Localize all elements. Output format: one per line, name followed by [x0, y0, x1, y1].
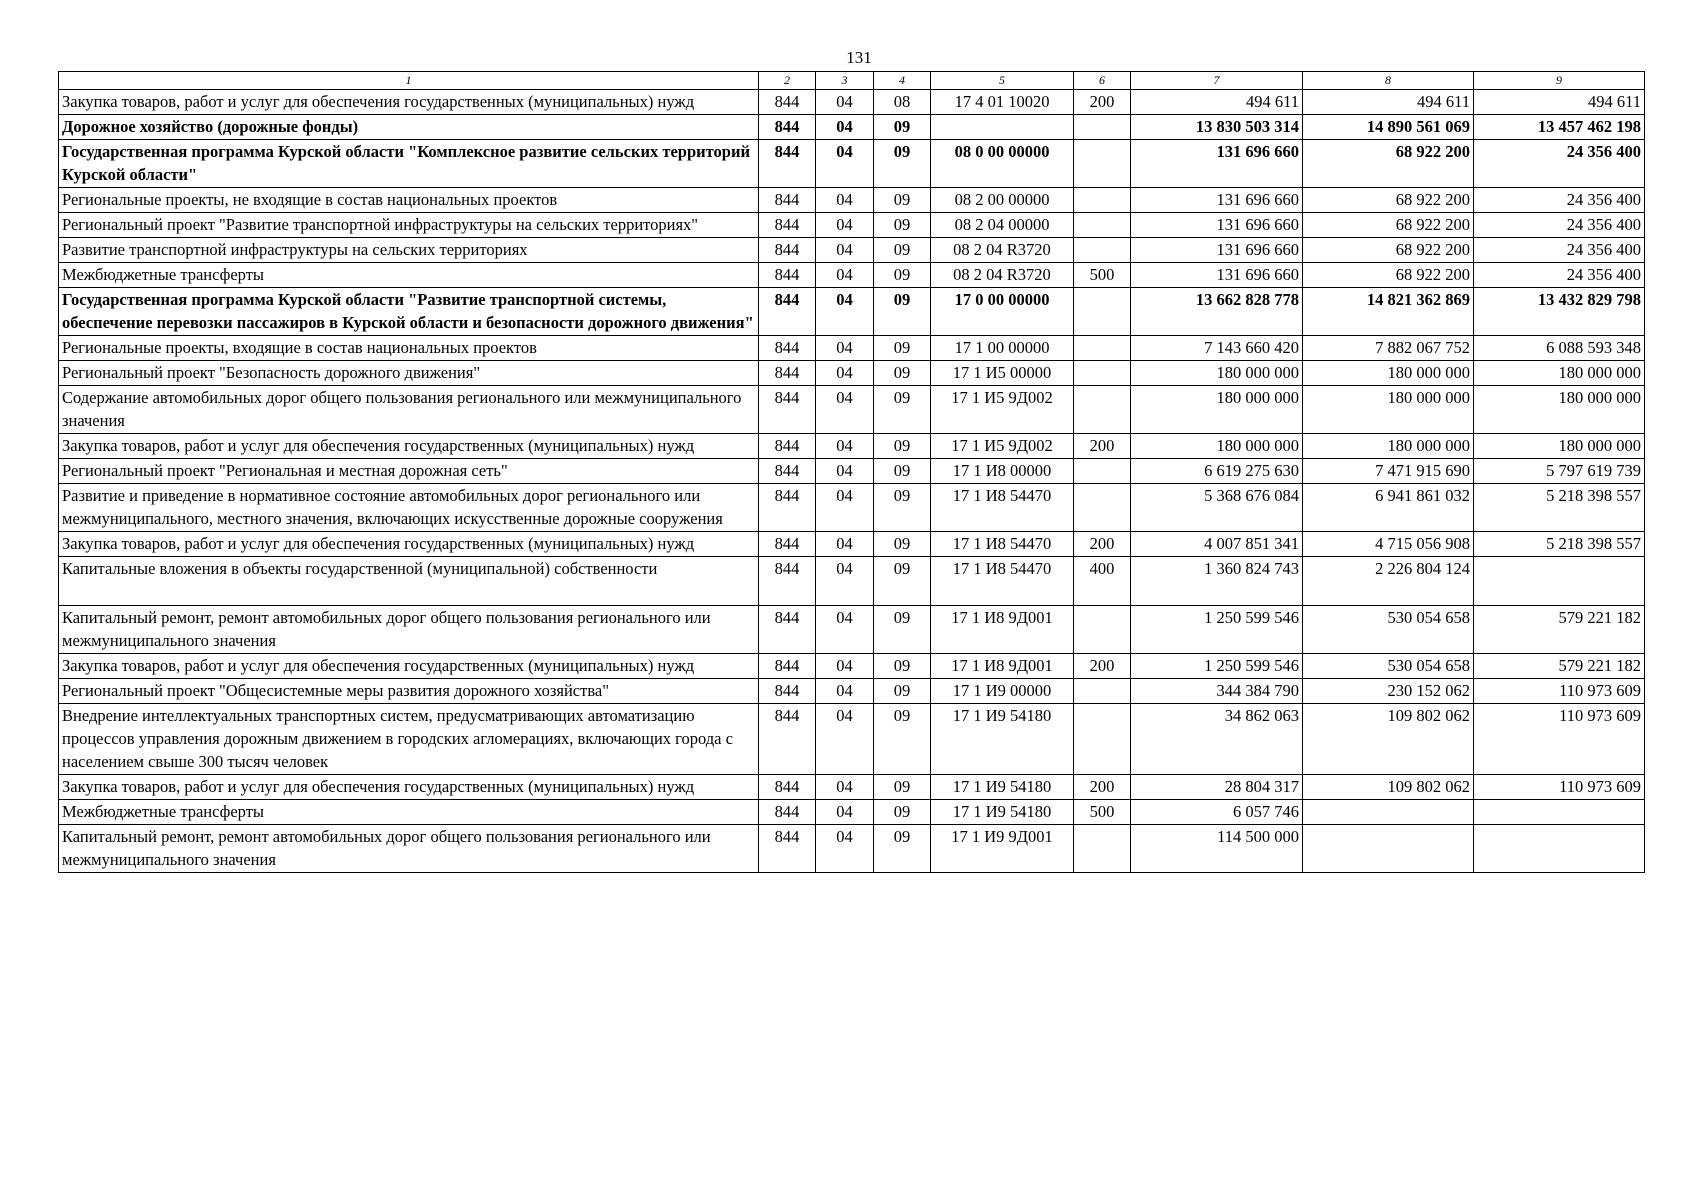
- section-code-cell: 04: [816, 434, 874, 459]
- expense-type-cell: [1074, 213, 1131, 238]
- row-name-cell: Развитие транспортной инфраструктуры на сельских территориях: [59, 238, 759, 263]
- target-article-cell: 17 1 И5 9Д002: [931, 434, 1074, 459]
- ministry-code-cell: 844: [759, 386, 816, 434]
- target-article-cell: 17 1 И5 9Д002: [931, 386, 1074, 434]
- row-name-cell: Закупка товаров, работ и услуг для обеспечения государственных (муниципальных) нужд: [59, 532, 759, 557]
- section-code-cell: 04: [816, 213, 874, 238]
- expense-type-cell: 200: [1074, 90, 1131, 115]
- target-article-cell: [931, 115, 1074, 140]
- amount-year3-cell: 6 088 593 348: [1474, 336, 1645, 361]
- amount-year1-cell: 1 250 599 546: [1131, 654, 1303, 679]
- table-row: [59, 213, 1645, 238]
- expense-type-cell: [1074, 606, 1131, 654]
- amount-year3-cell: 24 356 400: [1474, 263, 1645, 288]
- expense-type-cell: [1074, 825, 1131, 873]
- row-name-cell: Региональные проекты, не входящие в состав национальных проектов: [59, 188, 759, 213]
- amount-year1-cell: 13 830 503 314: [1131, 115, 1303, 140]
- amount-year1-cell: 131 696 660: [1131, 188, 1303, 213]
- row-name-cell: Государственная программа Курской области "Развитие транспортной системы, обеспечение перевозки пассажиров в Курской области и безопасности дорожного движения": [59, 288, 759, 336]
- row-name-cell: Межбюджетные трансферты: [59, 263, 759, 288]
- target-article-cell: 17 1 И8 54470: [931, 557, 1074, 606]
- ministry-code-cell: 844: [759, 825, 816, 873]
- table-row: [59, 654, 1645, 679]
- amount-year2-cell: 180 000 000: [1303, 434, 1474, 459]
- table-row: [59, 140, 1645, 188]
- amount-year3-cell: 180 000 000: [1474, 386, 1645, 434]
- amount-year1-cell: 6 057 746: [1131, 800, 1303, 825]
- row-name-cell: Региональные проекты, входящие в состав национальных проектов: [59, 336, 759, 361]
- section-code-cell: 04: [816, 679, 874, 704]
- amount-year1-cell: 180 000 000: [1131, 434, 1303, 459]
- table-row: [59, 825, 1645, 873]
- row-name-cell: Дорожное хозяйство (дорожные фонды): [59, 115, 759, 140]
- amount-year2-cell: 494 611: [1303, 90, 1474, 115]
- expense-type-cell: [1074, 459, 1131, 484]
- ministry-code-cell: 844: [759, 188, 816, 213]
- row-name-cell: Содержание автомобильных дорог общего пользования регионального или межмуниципального значения: [59, 386, 759, 434]
- table-row: [59, 557, 1645, 606]
- amount-year2-cell: 109 802 062: [1303, 704, 1474, 775]
- amount-year2-cell: 6 941 861 032: [1303, 484, 1474, 532]
- amount-year2-cell: 7 882 067 752: [1303, 336, 1474, 361]
- amount-year3-cell: 579 221 182: [1474, 654, 1645, 679]
- column-header: 3: [816, 72, 874, 90]
- row-name-cell: Закупка товаров, работ и услуг для обеспечения государственных (муниципальных) нужд: [59, 90, 759, 115]
- subsection-code-cell: 09: [874, 115, 931, 140]
- expense-type-cell: 200: [1074, 775, 1131, 800]
- section-code-cell: 04: [816, 775, 874, 800]
- subsection-code-cell: 09: [874, 532, 931, 557]
- amount-year3-cell: 24 356 400: [1474, 140, 1645, 188]
- amount-year1-cell: 494 611: [1131, 90, 1303, 115]
- expense-type-cell: 500: [1074, 800, 1131, 825]
- subsection-code-cell: 09: [874, 704, 931, 775]
- subsection-code-cell: 09: [874, 606, 931, 654]
- amount-year2-cell: 14 821 362 869: [1303, 288, 1474, 336]
- amount-year3-cell: 24 356 400: [1474, 238, 1645, 263]
- ministry-code-cell: 844: [759, 484, 816, 532]
- amount-year1-cell: 28 804 317: [1131, 775, 1303, 800]
- amount-year1-cell: 114 500 000: [1131, 825, 1303, 873]
- ministry-code-cell: 844: [759, 361, 816, 386]
- subsection-code-cell: 09: [874, 386, 931, 434]
- ministry-code-cell: 844: [759, 213, 816, 238]
- amount-year2-cell: 530 054 658: [1303, 606, 1474, 654]
- amount-year2-cell: 2 226 804 124: [1303, 557, 1474, 606]
- amount-year3-cell: 5 797 619 739: [1474, 459, 1645, 484]
- table-row: [59, 386, 1645, 434]
- row-name-cell: Межбюджетные трансферты: [59, 800, 759, 825]
- ministry-code-cell: 844: [759, 90, 816, 115]
- row-name-cell: Развитие и приведение в нормативное состояние автомобильных дорог регионального или межмуниципального, местного значения, включающих искусственные дорожные сооружения: [59, 484, 759, 532]
- target-article-cell: 08 2 04 R3720: [931, 238, 1074, 263]
- target-article-cell: 08 2 04 R3720: [931, 263, 1074, 288]
- table-body: [59, 90, 1645, 873]
- target-article-cell: 17 4 01 10020: [931, 90, 1074, 115]
- expense-type-cell: [1074, 679, 1131, 704]
- amount-year2-cell: 180 000 000: [1303, 361, 1474, 386]
- expense-type-cell: 200: [1074, 532, 1131, 557]
- section-code-cell: 04: [816, 238, 874, 263]
- subsection-code-cell: 08: [874, 90, 931, 115]
- amount-year2-cell: 68 922 200: [1303, 213, 1474, 238]
- amount-year1-cell: 4 007 851 341: [1131, 532, 1303, 557]
- expense-type-cell: [1074, 288, 1131, 336]
- row-name-cell: Закупка товаров, работ и услуг для обеспечения государственных (муниципальных) нужд: [59, 775, 759, 800]
- section-code-cell: 04: [816, 90, 874, 115]
- amount-year3-cell: 180 000 000: [1474, 434, 1645, 459]
- table-row: [59, 336, 1645, 361]
- amount-year2-cell: 68 922 200: [1303, 238, 1474, 263]
- subsection-code-cell: 09: [874, 679, 931, 704]
- section-code-cell: 04: [816, 532, 874, 557]
- table-row: [59, 459, 1645, 484]
- target-article-cell: 17 1 И8 9Д001: [931, 606, 1074, 654]
- amount-year1-cell: 180 000 000: [1131, 361, 1303, 386]
- section-code-cell: 04: [816, 606, 874, 654]
- expense-type-cell: [1074, 238, 1131, 263]
- ministry-code-cell: 844: [759, 238, 816, 263]
- target-article-cell: 17 1 И8 00000: [931, 459, 1074, 484]
- amount-year2-cell: 68 922 200: [1303, 140, 1474, 188]
- amount-year1-cell: 13 662 828 778: [1131, 288, 1303, 336]
- amount-year3-cell: 24 356 400: [1474, 213, 1645, 238]
- subsection-code-cell: 09: [874, 213, 931, 238]
- expense-type-cell: [1074, 140, 1131, 188]
- amount-year2-cell: 530 054 658: [1303, 654, 1474, 679]
- column-header: 2: [759, 72, 816, 90]
- amount-year3-cell: 13 432 829 798: [1474, 288, 1645, 336]
- target-article-cell: 17 1 00 00000: [931, 336, 1074, 361]
- subsection-code-cell: 09: [874, 140, 931, 188]
- subsection-code-cell: 09: [874, 825, 931, 873]
- row-name-cell: Капитальный ремонт, ремонт автомобильных дорог общего пользования регионального или межмуниципального значения: [59, 606, 759, 654]
- target-article-cell: 17 1 И8 54470: [931, 532, 1074, 557]
- target-article-cell: 17 1 И5 00000: [931, 361, 1074, 386]
- expense-type-cell: [1074, 704, 1131, 775]
- amount-year1-cell: 5 368 676 084: [1131, 484, 1303, 532]
- amount-year3-cell: 579 221 182: [1474, 606, 1645, 654]
- expense-type-cell: [1074, 361, 1131, 386]
- amount-year2-cell: 109 802 062: [1303, 775, 1474, 800]
- section-code-cell: 04: [816, 825, 874, 873]
- target-article-cell: 08 2 04 00000: [931, 213, 1074, 238]
- amount-year2-cell: 180 000 000: [1303, 386, 1474, 434]
- amount-year1-cell: 344 384 790: [1131, 679, 1303, 704]
- amount-year2-cell: 68 922 200: [1303, 188, 1474, 213]
- row-name-cell: Государственная программа Курской области "Комплексное развитие сельских территорий Курской области": [59, 140, 759, 188]
- amount-year1-cell: 180 000 000: [1131, 386, 1303, 434]
- section-code-cell: 04: [816, 115, 874, 140]
- amount-year1-cell: 6 619 275 630: [1131, 459, 1303, 484]
- row-name-cell: Капитальный ремонт, ремонт автомобильных дорог общего пользования регионального или межмуниципального значения: [59, 825, 759, 873]
- expense-type-cell: 500: [1074, 263, 1131, 288]
- amount-year3-cell: [1474, 557, 1645, 606]
- subsection-code-cell: 09: [874, 654, 931, 679]
- page-number: 131: [846, 48, 872, 67]
- column-header: 1: [59, 72, 759, 90]
- subsection-code-cell: 09: [874, 557, 931, 606]
- amount-year3-cell: 110 973 609: [1474, 679, 1645, 704]
- ministry-code-cell: 844: [759, 704, 816, 775]
- target-article-cell: 08 2 00 00000: [931, 188, 1074, 213]
- section-code-cell: 04: [816, 704, 874, 775]
- table-row: [59, 775, 1645, 800]
- ministry-code-cell: 844: [759, 654, 816, 679]
- expense-type-cell: [1074, 336, 1131, 361]
- subsection-code-cell: 09: [874, 775, 931, 800]
- amount-year2-cell: 7 471 915 690: [1303, 459, 1474, 484]
- column-header: 5: [931, 72, 1074, 90]
- amount-year1-cell: 1 360 824 743: [1131, 557, 1303, 606]
- table-row: [59, 484, 1645, 532]
- budget-table: [58, 71, 1645, 873]
- amount-year2-cell: 4 715 056 908: [1303, 532, 1474, 557]
- table-row: [59, 288, 1645, 336]
- table-row: [59, 606, 1645, 654]
- amount-year3-cell: 5 218 398 557: [1474, 484, 1645, 532]
- amount-year3-cell: 24 356 400: [1474, 188, 1645, 213]
- amount-year3-cell: 110 973 609: [1474, 704, 1645, 775]
- table-row: [59, 361, 1645, 386]
- amount-year3-cell: [1474, 800, 1645, 825]
- ministry-code-cell: 844: [759, 140, 816, 188]
- column-header: 9: [1474, 72, 1645, 90]
- ministry-code-cell: 844: [759, 434, 816, 459]
- ministry-code-cell: 844: [759, 606, 816, 654]
- expense-type-cell: 200: [1074, 654, 1131, 679]
- subsection-code-cell: 09: [874, 459, 931, 484]
- expense-type-cell: 400: [1074, 557, 1131, 606]
- expense-type-cell: [1074, 484, 1131, 532]
- amount-year3-cell: [1474, 825, 1645, 873]
- expense-type-cell: [1074, 115, 1131, 140]
- target-article-cell: 17 0 00 00000: [931, 288, 1074, 336]
- table-row: [59, 115, 1645, 140]
- target-article-cell: 08 0 00 00000: [931, 140, 1074, 188]
- row-name-cell: Закупка товаров, работ и услуг для обеспечения государственных (муниципальных) нужд: [59, 434, 759, 459]
- subsection-code-cell: 09: [874, 361, 931, 386]
- table-row: [59, 434, 1645, 459]
- ministry-code-cell: 844: [759, 800, 816, 825]
- row-name-cell: Капитальные вложения в объекты государственной (муниципальной) собственности: [59, 557, 759, 606]
- ministry-code-cell: 844: [759, 679, 816, 704]
- row-name-cell: Внедрение интеллектуальных транспортных систем, предусматривающих автоматизацию процессов управления дорожным движением в городских агломерациях, включающих города с населением свыше 300 тысяч человек: [59, 704, 759, 775]
- ministry-code-cell: 844: [759, 459, 816, 484]
- table-row: [59, 90, 1645, 115]
- target-article-cell: 17 1 И9 9Д001: [931, 825, 1074, 873]
- section-code-cell: 04: [816, 336, 874, 361]
- ministry-code-cell: 844: [759, 288, 816, 336]
- target-article-cell: 17 1 И9 54180: [931, 775, 1074, 800]
- amount-year1-cell: 34 862 063: [1131, 704, 1303, 775]
- amount-year2-cell: 68 922 200: [1303, 263, 1474, 288]
- amount-year1-cell: 131 696 660: [1131, 263, 1303, 288]
- section-code-cell: 04: [816, 188, 874, 213]
- table-header-row: [59, 72, 1645, 90]
- amount-year3-cell: 494 611: [1474, 90, 1645, 115]
- amount-year3-cell: 180 000 000: [1474, 361, 1645, 386]
- target-article-cell: 17 1 И9 54180: [931, 704, 1074, 775]
- amount-year1-cell: 131 696 660: [1131, 213, 1303, 238]
- amount-year3-cell: 13 457 462 198: [1474, 115, 1645, 140]
- section-code-cell: 04: [816, 288, 874, 336]
- column-header: 7: [1131, 72, 1303, 90]
- section-code-cell: 04: [816, 386, 874, 434]
- subsection-code-cell: 09: [874, 263, 931, 288]
- subsection-code-cell: 09: [874, 336, 931, 361]
- amount-year1-cell: 131 696 660: [1131, 140, 1303, 188]
- section-code-cell: 04: [816, 459, 874, 484]
- expense-type-cell: [1074, 386, 1131, 434]
- section-code-cell: 04: [816, 484, 874, 532]
- column-header: 8: [1303, 72, 1474, 90]
- table-row: [59, 800, 1645, 825]
- amount-year2-cell: 14 890 561 069: [1303, 115, 1474, 140]
- subsection-code-cell: 09: [874, 288, 931, 336]
- subsection-code-cell: 09: [874, 800, 931, 825]
- row-name-cell: Закупка товаров, работ и услуг для обеспечения государственных (муниципальных) нужд: [59, 654, 759, 679]
- section-code-cell: 04: [816, 800, 874, 825]
- amount-year3-cell: 110 973 609: [1474, 775, 1645, 800]
- section-code-cell: 04: [816, 557, 874, 606]
- amount-year2-cell: [1303, 800, 1474, 825]
- ministry-code-cell: 844: [759, 775, 816, 800]
- subsection-code-cell: 09: [874, 434, 931, 459]
- amount-year2-cell: 230 152 062: [1303, 679, 1474, 704]
- row-name-cell: Региональный проект "Общесистемные меры развития дорожного хозяйства": [59, 679, 759, 704]
- ministry-code-cell: 844: [759, 115, 816, 140]
- amount-year2-cell: [1303, 825, 1474, 873]
- target-article-cell: 17 1 И8 9Д001: [931, 654, 1074, 679]
- table-row: [59, 263, 1645, 288]
- ministry-code-cell: 844: [759, 532, 816, 557]
- row-name-cell: Региональный проект "Развитие транспортной инфраструктуры на сельских территориях": [59, 213, 759, 238]
- target-article-cell: 17 1 И9 54180: [931, 800, 1074, 825]
- amount-year1-cell: 1 250 599 546: [1131, 606, 1303, 654]
- amount-year1-cell: 131 696 660: [1131, 238, 1303, 263]
- subsection-code-cell: 09: [874, 188, 931, 213]
- table-row: [59, 238, 1645, 263]
- column-header: 6: [1074, 72, 1131, 90]
- ministry-code-cell: 844: [759, 557, 816, 606]
- subsection-code-cell: 09: [874, 238, 931, 263]
- table-row: [59, 704, 1645, 775]
- row-name-cell: Региональный проект "Безопасность дорожного движения": [59, 361, 759, 386]
- ministry-code-cell: 844: [759, 336, 816, 361]
- amount-year3-cell: 5 218 398 557: [1474, 532, 1645, 557]
- section-code-cell: 04: [816, 654, 874, 679]
- expense-type-cell: 200: [1074, 434, 1131, 459]
- table-row: [59, 679, 1645, 704]
- amount-year1-cell: 7 143 660 420: [1131, 336, 1303, 361]
- column-header: 4: [874, 72, 931, 90]
- section-code-cell: 04: [816, 361, 874, 386]
- subsection-code-cell: 09: [874, 484, 931, 532]
- section-code-cell: 04: [816, 140, 874, 188]
- table-row: [59, 188, 1645, 213]
- expense-type-cell: [1074, 188, 1131, 213]
- table-row: [59, 532, 1645, 557]
- row-name-cell: Региональный проект "Региональная и местная дорожная сеть": [59, 459, 759, 484]
- ministry-code-cell: 844: [759, 263, 816, 288]
- section-code-cell: 04: [816, 263, 874, 288]
- target-article-cell: 17 1 И8 54470: [931, 484, 1074, 532]
- target-article-cell: 17 1 И9 00000: [931, 679, 1074, 704]
